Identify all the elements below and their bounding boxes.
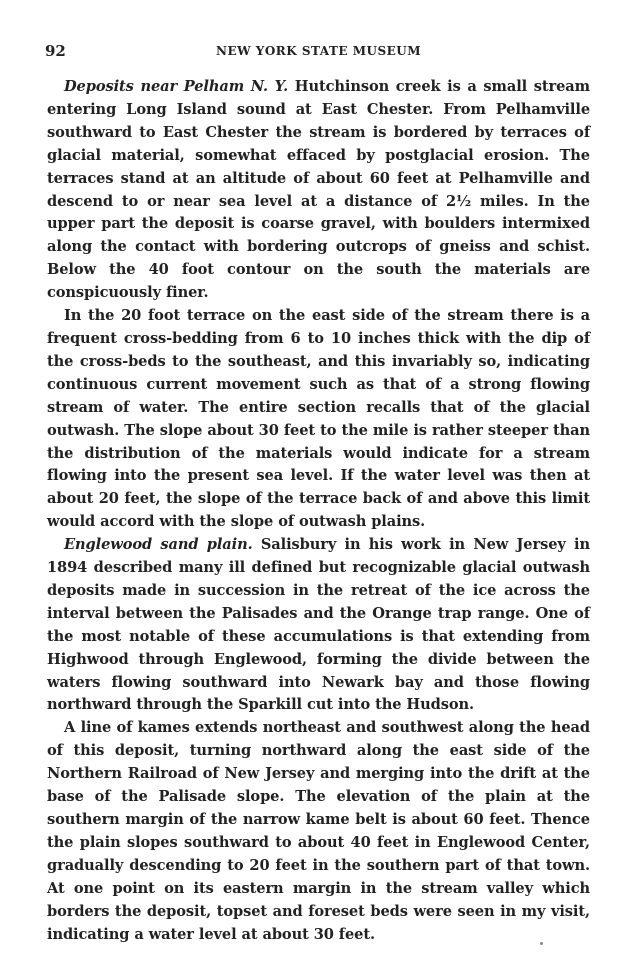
page-header xyxy=(47,38,590,64)
paragraph-text: A line of kames extends northeast and southwest along the head of this deposit, turning northward along the east side of the Northern Railroad of New Jersey and merging into the drift at the base of the Palisade slope. The elevation of the plain at the southern margin of the narrow kame belt is about 60 feet. Thence the plain slopes southward to about 40 feet in Englewood Center, gradually descending to 20 feet in the southern part of that town. At one point on its eastern margin in the stream valley which borders the deposit, topset and foreset beds were seen in my visit, indicating a water level at about 30 feet. xyxy=(47,719,590,943)
scan-speck xyxy=(540,942,543,945)
paragraph-text: Salisbury in his work in New Jersey in 1894 described many ill defined but recognizable glacial outwash deposits made in succession in the retreat of the ice across the interval between the Palisades and the Orange trap range. One of the most notable of these accumulations is that extending from Highwood through Englewood, forming the divide between the waters flowing southward into Newark bay and those flowing northward through the Sparkill cut into the Hudson. xyxy=(47,536,590,714)
page-number: 92 xyxy=(45,42,66,60)
paragraph-pelham xyxy=(47,76,590,305)
paragraph-terrace xyxy=(47,305,590,534)
paragraph-text: In the 20 foot terrace on the east side of the stream there is a frequent cross-bedding from 6 to 10 inches thick with the dip of the cross-beds to the southeast, and this invariably so, indicating continuous current movement such as that of a strong flowing stream of water. The entire section recalls that of the glacial outwash. The slope about 30 feet to the mile is rather steeper than the distribution of the materials would indicate for a stream flowing into the present sea level. If the water level was then at about 20 feet, the slope of the terrace back of and above this limit would accord with the slope of outwash plains. xyxy=(47,307,590,531)
paragraph-englewood xyxy=(47,534,590,717)
paragraph-text: Hutchinson creek is a small stream entering Long Island sound at East Chester. From Pelhamville southward to East Chester the stream is bordered by terraces of glacial material, somewhat effaced by postglacial erosion. The terraces stand at an altitude of about 60 feet at Pelhamville and descend to or near sea level at a distance of 2½ miles. In the upper part the deposit is coarse gravel, with boulders intermixed along the contact with bordering outcrops of gneiss and schist. Below the 40 foot contour on the south the materials are conspicuously finer. xyxy=(47,78,590,302)
section-lead-pelham: Deposits near Pelham N. Y. xyxy=(64,78,289,95)
section-lead-englewood: Englewood sand plain. xyxy=(64,536,253,554)
running-head: NEW YORK STATE MUSEUM xyxy=(215,44,422,58)
paragraph-kames xyxy=(47,717,590,946)
page xyxy=(47,38,590,946)
